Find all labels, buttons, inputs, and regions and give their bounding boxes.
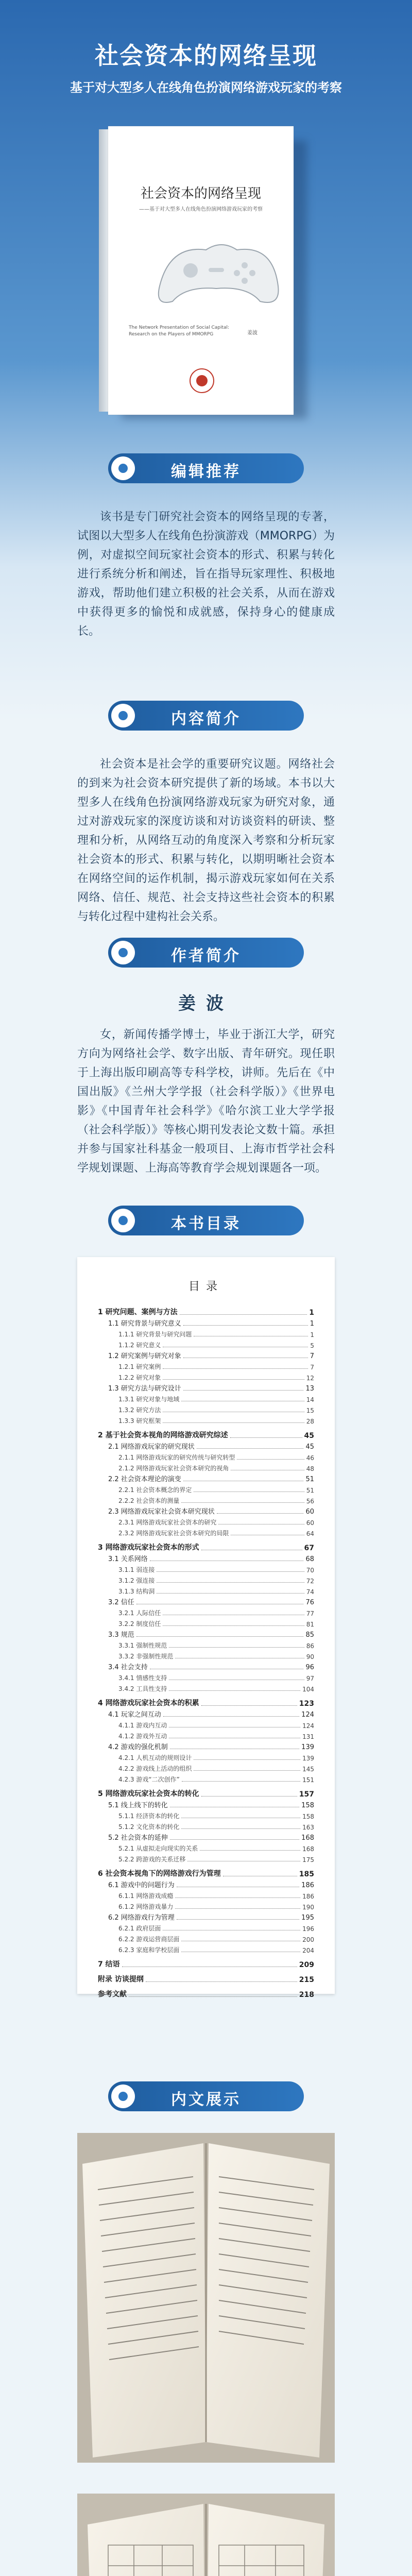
toc-entry-page: 96 [305, 1664, 314, 1671]
inner-pages-photo [77, 2133, 335, 2576]
toc-entry-page: 46 [306, 1454, 314, 1462]
toc-entry-page: 85 [305, 1631, 314, 1639]
toc-entry-label: 1.1.2 研究意义 [118, 1342, 161, 1349]
toc-entry-page: 72 [306, 1578, 314, 1585]
toc-entry-page: 124 [302, 1722, 314, 1730]
toc-entry-page: 51 [305, 1476, 314, 1483]
section-title-recommend [108, 453, 304, 483]
toc-entry-label: 6 社会资本视角下的网络游戏行为管理 [98, 1870, 221, 1878]
section-title-toc [108, 1206, 304, 1235]
toc-entry-label: 3.2.1 人际信任 [118, 1609, 161, 1617]
toc-entry-page: 190 [302, 1904, 314, 1911]
toc-entry-label: 3.3.1 强制性规范 [118, 1642, 167, 1649]
toc-entry-label: 4.1.2 游戏外互动 [118, 1733, 167, 1740]
toc-entry-page: 218 [299, 1991, 314, 1999]
toc-entry-page: 215 [299, 1976, 314, 1984]
toc-entry-page: 195 [301, 1914, 314, 1922]
publisher-logo-icon [190, 368, 214, 393]
toc-entry-page: 145 [302, 1766, 314, 1773]
toc-entry-label: 1.2.1 研究案例 [118, 1363, 161, 1370]
toc-entry-page: 67 [304, 1544, 314, 1552]
toc-entry-page: 175 [302, 1856, 314, 1863]
toc-entry-page: 7 [310, 1352, 314, 1360]
toc-entry-page: 64 [306, 1530, 314, 1537]
toc-entry-page: 60 [306, 1519, 314, 1527]
toc-entry-label: 4 网络游戏玩家社会资本的积累 [98, 1699, 199, 1707]
section-label: 本书目录 [171, 1215, 241, 1233]
toc-entry-label: 2.2.2 社会资本的测量 [118, 1497, 180, 1504]
toc-entry-page: 77 [306, 1610, 314, 1617]
toc-entry-page: 97 [306, 1675, 314, 1682]
toc-entry-label: 3.4.2 工具性支持 [118, 1685, 167, 1692]
toc-entry-label: 6.2 网络游戏行为管理 [108, 1914, 175, 1922]
toc-entry-page: 56 [306, 1498, 314, 1505]
toc-entry-label: 3.1.1 弱连接 [118, 1566, 155, 1573]
toc-entry-page: 151 [302, 1776, 314, 1784]
toc-entry-label: 3.3 规范 [108, 1631, 134, 1639]
toc-entry-page: 1 [310, 1331, 314, 1338]
toc-entry-page: 124 [301, 1711, 314, 1719]
toc-entry-label: 4.2.2 游戏线上活动的组织 [118, 1765, 192, 1772]
toc-entry-page: 81 [306, 1621, 314, 1628]
toc-entry [98, 1412, 314, 1425]
toc-entry-label: 5.2 社会资本的延伸 [108, 1834, 168, 1842]
toc-entry-page: 60 [305, 1508, 314, 1516]
toc-entry-page: 76 [305, 1599, 314, 1606]
toc-entry-label: 6.1.1 网络游戏成瘾 [118, 1892, 174, 1900]
toc-leader-dots [163, 1422, 304, 1423]
section-label: 作者简介 [171, 947, 241, 965]
toc-entry-label: 4.2 游戏的强化机制 [108, 1743, 168, 1751]
toc-entry-label: 4.1 玩家之间互动 [108, 1711, 161, 1719]
toc-entry [98, 1956, 314, 1969]
toc-entry-label: 5.1 线上线下的转化 [108, 1802, 168, 1809]
toc-entry-label: 5 网络游戏玩家社会资本的转化 [98, 1790, 199, 1798]
toc-entry [98, 1941, 314, 1954]
toc-entry-label: 1.1.1 研究背景与研究问题 [118, 1331, 192, 1338]
toc-entry-page: 186 [301, 1882, 314, 1889]
page-subtitle: 基于对大型多人在线角色扮演网络游戏玩家的考察 [70, 80, 342, 95]
toc-entry-label: 1.2.2 研究对象 [118, 1374, 161, 1381]
toc-entry-label: 1 研究问题、案例与方法 [98, 1308, 178, 1316]
toc-entry [98, 1971, 314, 1984]
toc-entry-label: 3.4 社会支持 [108, 1664, 148, 1671]
open-book-photo-1 [77, 2133, 335, 2463]
toc-entry-page: 1 [309, 1309, 314, 1317]
toc-heading: 目录 [188, 1280, 224, 1293]
book-cover-subtitle: ——基于对大型多人在线角色扮演网络游戏玩家的考察 [139, 207, 263, 212]
toc-entry-label: 1.2 研究案例与研究对象 [108, 1352, 181, 1360]
toc-entry-page: 45 [305, 1443, 314, 1451]
section-label: 内文展示 [171, 2091, 241, 2109]
toc-entry-label: 6.1.2 网络游戏暴力 [118, 1903, 174, 1910]
toc-entry-label: 7 结语 [98, 1960, 120, 1969]
toc-entry-label: 1.3 研究方法与研究设计 [108, 1385, 181, 1393]
toc-entry-page: 74 [306, 1588, 314, 1596]
book-cover-author: 姜波 [247, 330, 258, 336]
book-cover-3d [108, 126, 304, 415]
section-label: 编辑推荐 [171, 463, 241, 481]
book-cover [108, 126, 294, 415]
intro-text: 社会资本是社会学的重要研究议题。网络社会的到来为社会资本研究提供了新的场域。本书以大型多人在线角色扮演网络游戏玩家为研究对象，通过对游戏玩家的深度访谈和对访谈资料的研读、整理和分析，从网络互动的角度深入考察和分析玩家社会资本的形式、积累与转化，以期明晰社会资本在网络空间的运作机制，揭示游戏玩家如何在关系网络、信任、规范、社会支持这些社会资本的积累与转化过程中建构社会关系。 [77, 758, 335, 923]
toc-entry-label: 3.2.2 制度信任 [118, 1620, 161, 1628]
toc-entry-label: 2.3.2 网络游戏玩家社会资本研究的局限 [118, 1530, 229, 1537]
toc-entry-label: 5.1.2 文化资本的转化 [118, 1823, 180, 1831]
toc-entry-page: 204 [302, 1947, 314, 1954]
toc-entry-page: 123 [299, 1700, 314, 1708]
toc-entry-label: 2 基于社会资本视角的网络游戏研究综述 [98, 1431, 228, 1439]
toc-entry-label: 3.1.2 强连接 [118, 1577, 155, 1584]
section-label: 内容简介 [171, 710, 241, 728]
toc-entry-label: 附录 访谈提纲 [98, 1975, 144, 1984]
toc-leader-dots [169, 1690, 300, 1691]
book-cover-controller-image [149, 224, 283, 312]
toc-entry-label: 5.1.1 经济资本的转化 [118, 1812, 180, 1820]
toc-entry-page: 209 [299, 1961, 314, 1969]
toc-entry-page: 14 [306, 1396, 314, 1403]
section-title-inner [108, 2081, 304, 2111]
toc-entry-label: 2.3 网络游戏玩家社会资本研究现状 [108, 1508, 215, 1516]
toc-entry-page: 68 [305, 1555, 314, 1563]
author-text: 女，新闻传播学博士，毕业于浙江大学，研究方向为网络社会学、数字出版、青年研究。现任职于上海出版印刷高等专科学校，讲师。先后在《中国出版》《兰州大学学报（社会科学版）》《世界电影》《中国青年社会科学》《哈尔滨工业大学学报（社会科学版）》等核心期刊发表论文数十篇。承担并参与国家社科基金一般项目、上海市哲学社会科学规划课题、上海高等教育学会规划课题各一项。 [77, 1028, 335, 1175]
toc-entry [98, 1770, 314, 1784]
toc-entry-page: 157 [299, 1790, 314, 1799]
toc-entry-page: 139 [301, 1743, 314, 1751]
toc-entry-page: 5 [310, 1342, 314, 1349]
toc-leader-dots [129, 1996, 297, 1997]
toc-entry-label: 2.1 网络游戏玩家的研究现状 [108, 1443, 195, 1451]
toc-entry-page: 168 [302, 1845, 314, 1853]
toc-entry-page: 12 [306, 1375, 314, 1382]
section-title-intro [108, 701, 304, 731]
page-title: 社会资本的网络呈现 [95, 42, 317, 70]
toc-entry-label: 2.2.1 社会资本概念的界定 [118, 1486, 192, 1494]
toc-entry-page: 185 [299, 1870, 314, 1878]
toc-entry-label: 6.2.2 游戏运营商层面 [118, 1936, 180, 1943]
toc-leader-dots [146, 1981, 297, 1982]
toc-entry-label: 3.1.3 结构洞 [118, 1588, 155, 1595]
recommend-text: 该书是专门研究社会资本的网络呈现的专著，试图以大型多人在线角色扮演游戏（MMORPG）为例，对虚拟空间玩家社会资本的形式、积累与转化进行系统分析和阐述，旨在指导玩家理性、积极地游戏，帮助他们建立积极的社会关系，从而在游戏中获得更多的愉悦和成就感，保持身心的健康成长。 [77, 511, 335, 638]
toc-entry-label: 参考文献 [98, 1990, 127, 1998]
toc-entry-page: 1 [310, 1320, 314, 1328]
toc-entry-label: 2.3.1 网络游戏玩家社会资本的研究 [118, 1519, 217, 1526]
toc-leader-dots [182, 1781, 300, 1782]
toc-entry-page: 28 [306, 1418, 314, 1425]
toc-entry-page: 86 [306, 1642, 314, 1650]
toc-entry-label: 6.1 游戏中的问题行为 [108, 1882, 175, 1889]
toc-entry-label: 3 网络游戏玩家社会资本的形式 [98, 1544, 199, 1552]
toc-entry [98, 1680, 314, 1693]
toc-entry-page: 163 [302, 1824, 314, 1831]
toc-entry-page: 196 [302, 1925, 314, 1933]
toc-entry-page: 158 [301, 1802, 314, 1809]
toc-entry-page: 139 [302, 1755, 314, 1762]
toc-entry-page: 7 [310, 1364, 314, 1371]
toc-entry-label: 2.1.1 网络游戏玩家的研究传统与研究转型 [118, 1454, 235, 1461]
toc-entry [98, 1850, 314, 1863]
toc-entry [98, 1986, 314, 1999]
toc-entry-label: 6.2.3 家庭和学校层面 [118, 1946, 180, 1954]
toc-entry-label: 4.1.1 游戏内互动 [118, 1722, 167, 1729]
toc-entry-page: 131 [302, 1733, 314, 1740]
toc-entry-label: 1.3.2 研究方法 [118, 1406, 161, 1414]
toc-entry-page: 186 [302, 1893, 314, 1900]
table-of-contents-page [77, 1257, 335, 1999]
toc-entry-page: 90 [306, 1653, 314, 1660]
toc-entry [98, 1524, 314, 1537]
toc-entry-label: 3.4.1 情感性支持 [118, 1674, 167, 1682]
toc-entry-label: 1.3.1 研究对象与地域 [118, 1396, 180, 1403]
toc-entry-page: 158 [302, 1813, 314, 1820]
book-cover-title: 社会资本的网络呈现 [140, 186, 261, 201]
toc-entry-page: 168 [301, 1834, 314, 1842]
author-name: 姜波 [178, 993, 234, 1014]
toc-entry-label: 2.1.2 网络游戏玩家社会资本研究的视角 [118, 1465, 229, 1472]
open-book-photo-2 [77, 2494, 335, 2576]
toc-entry-page: 45 [304, 1432, 314, 1440]
toc-entry-label: 3.3.2 非强制性规范 [118, 1653, 174, 1660]
toc-entry-page: 48 [306, 1465, 314, 1472]
section-title-author [108, 938, 304, 968]
book-cover-english-title: The Network Presentation of Social Capital: Research on the Players of MMORPG [129, 325, 230, 337]
toc-entry-label: 4.2.3 游戏“二次创作” [118, 1776, 180, 1783]
toc-entry-label: 3.1 关系网络 [108, 1555, 148, 1563]
toc-entry-label: 5.2.1 从虚拟走向现实的关系 [118, 1845, 198, 1852]
toc-entry-page: 70 [306, 1567, 314, 1574]
toc-entry-page: 15 [306, 1407, 314, 1414]
toc-entry-label: 3.2 信任 [108, 1599, 134, 1606]
toc-entry-label: 4.2.1 人机互动的规则设计 [118, 1754, 192, 1761]
toc-entry-label: 2.2 社会资本理论的演变 [108, 1476, 181, 1483]
toc-entry-label: 1.1 研究背景与研究意义 [108, 1320, 181, 1328]
toc-entry-page: 104 [302, 1686, 314, 1693]
toc-entry-label: 5.2.2 跨游戏的关系迁移 [118, 1856, 186, 1863]
toc-entry-label: 1.3.3 研究框架 [118, 1417, 161, 1425]
toc-entry-page: 51 [306, 1487, 314, 1494]
toc-entry-label: 6.2.1 政府层面 [118, 1925, 161, 1932]
toc-entry-page: 13 [305, 1385, 314, 1393]
toc-entry-page: 200 [302, 1936, 314, 1943]
